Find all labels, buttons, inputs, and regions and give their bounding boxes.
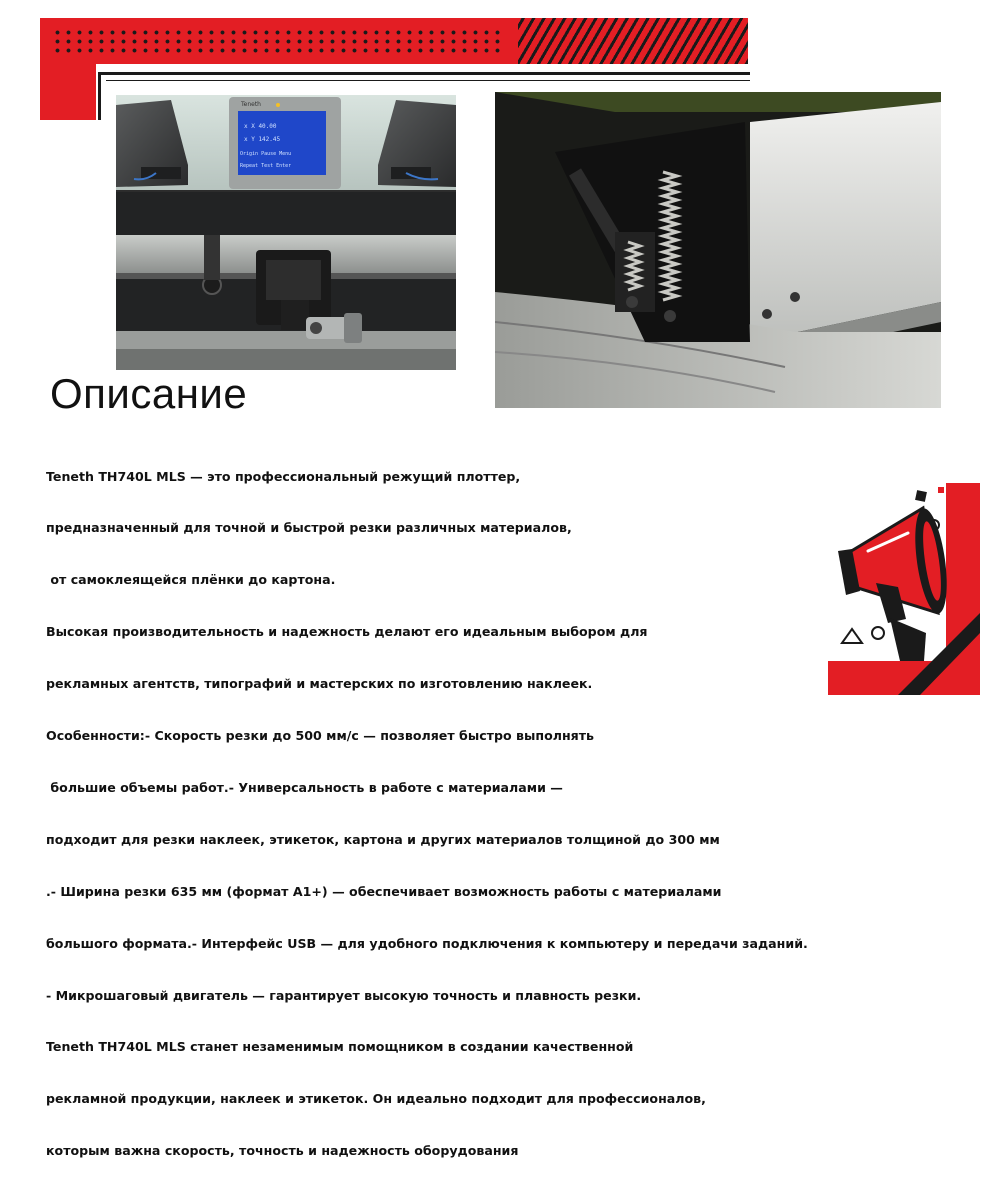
description-line: рекламной продукции, наклеек и этикеток. Он идеально подходит для профессионалов, <box>46 1091 706 1107</box>
description-line: .- Ширина резки 635 мм (формат А1+) — обеспечивает возможность работы с материалами <box>46 883 722 899</box>
megaphone-icon <box>828 483 980 695</box>
header-banner <box>40 18 748 64</box>
description-line: Особенности:- Скорость резки до 500 мм/с — позволяет быстро выполнять <box>46 728 595 744</box>
description-line: которым важна скорость, точность и надежность оборудования <box>46 1143 519 1159</box>
description-line: большого формата.- Интерфейс USB — для удобного подключения к компьютеру и передачи заданий. <box>46 935 808 951</box>
lcd-line-1: x X 40.00 <box>244 123 277 130</box>
header-thin-rule <box>106 80 750 81</box>
product-description <box>46 433 846 1194</box>
banner-dot-pattern <box>52 28 502 56</box>
description-line: Teneth TH740L MLS — это профессиональный режущий плоттер, <box>46 468 521 484</box>
header-rule <box>98 72 750 75</box>
description-line: предназначенный для точной и быстрой резки различных материалов, <box>46 520 572 536</box>
description-line: - Микрошаговый двигатель — гарантирует высокую точность и плавность резки. <box>46 987 642 1003</box>
plotter-carriage-photo <box>495 92 941 408</box>
section-heading: Описание <box>50 370 248 417</box>
plotter-panel-photo <box>116 95 456 370</box>
lcd-line-2: x Y 142.45 <box>244 136 281 143</box>
description-line: Высокая производительность и надежность делают его идеальным выбором для <box>46 624 648 640</box>
description-line: большие объемы работ.- Универсальность в работе с материалами — <box>46 779 563 795</box>
lcd-line-3: Origin Pause Menu <box>240 151 292 157</box>
description-line: рекламных агентств, типографий и мастерских по изготовлению наклеек. <box>46 676 593 692</box>
description-line: от самоклеящейся плёнки до картона. <box>46 572 336 588</box>
description-line: подходит для резки наклеек, этикеток, картона и других материалов толщиной до 300 мм <box>46 831 720 847</box>
description-line: Teneth TH740L MLS станет незаменимым помощником в создании качественной <box>46 1039 634 1055</box>
lcd-brand: Teneth <box>241 101 261 108</box>
banner-stripe-pattern <box>518 18 748 64</box>
header-rule-vertical <box>98 72 101 120</box>
lcd-line-4: Repeat Test Enter <box>240 163 292 169</box>
